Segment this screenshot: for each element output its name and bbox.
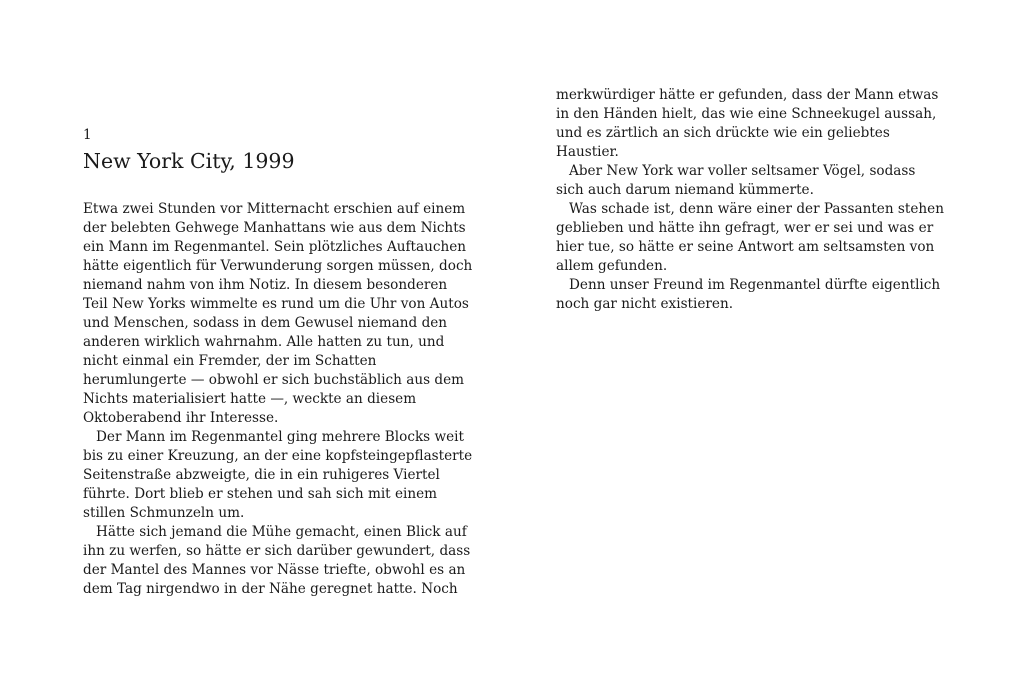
text-line: ihn zu werfen, so hätte er sich darüber gewundert, dass [83, 543, 471, 559]
text-line: Denn unser Freund im Regenmantel dürfte eigentlich [569, 277, 941, 293]
text-line: in den Händen hielt, das wie eine Schneekugel aussah, [556, 106, 937, 122]
text-line: und es zärtlich an sich drückte wie ein geliebtes [556, 125, 890, 141]
text-line: herumlungerte — obwohl er sich buchstäblich aus dem [83, 372, 465, 388]
left-page-body [83, 200, 483, 599]
text-line: stillen Schmunzeln um. [83, 505, 245, 521]
chapter-number: 1 [83, 127, 92, 143]
text-line: der Mantel des Mannes vor Nässe triefte, obwohl es an [83, 562, 466, 578]
text-line: Seitenstraße abzweigte, die in ein ruhigeres Viertel [83, 467, 440, 483]
text-line: Was schade ist, denn wäre einer der Passanten stehen [569, 201, 944, 217]
text-line: anderen wirklich wahrnahm. Alle hatten zu tun, und [83, 334, 445, 350]
chapter-title: New York City, 1999 [83, 149, 295, 173]
text-line: dem Tag nirgendwo in der Nähe geregnet hatte. Noch [83, 581, 458, 597]
text-line: nicht einmal ein Fremder, der im Schatten [83, 353, 377, 369]
text-line: und Menschen, sodass in dem Gewusel niemand den [83, 315, 448, 331]
text-line: allem gefunden. [556, 258, 668, 274]
text-line: hätte eigentlich für Verwunderung sorgen müssen, doch [83, 258, 473, 274]
text-line: niemand nahm von ihm Notiz. In diesem besonderen [83, 277, 448, 293]
text-line: sich auch darum niemand kümmerte. [556, 182, 814, 198]
text-line: führte. Dort blieb er stehen und sah sich mit einem [83, 486, 438, 502]
text-line: Haustier. [556, 144, 619, 160]
text-line: hier tue, so hätte er seine Antwort am seltsamsten von [556, 239, 935, 255]
text-line: ein Mann im Regenmantel. Sein plötzliches Auftauchen [83, 239, 467, 255]
text-line: bis zu einer Kreuzung, an der eine kopfsteingepflasterte [83, 448, 473, 464]
text-line: merkwürdiger hätte er gefunden, dass der Mann etwas [556, 87, 939, 103]
text-line: Aber New York war voller seltsamer Vögel, sodass [569, 163, 916, 179]
text-line: Der Mann im Regenmantel ging mehrere Blocks weit [96, 429, 464, 445]
text-line: Etwa zwei Stunden vor Mitternacht erschien auf einem [83, 201, 466, 217]
text-line: Teil New Yorks wimmelte es rund um die Uhr von Autos [83, 296, 469, 312]
text-line: noch gar nicht existieren. [556, 296, 734, 312]
right-page-body [556, 86, 956, 314]
text-line: Nichts materialisiert hatte —, weckte an diesem [83, 391, 417, 407]
text-line: Hätte sich jemand die Mühe gemacht, einen Blick auf [96, 524, 467, 540]
text-line: geblieben und hätte ihn gefragt, wer er sei und was er [556, 220, 934, 236]
text-line: der belebten Gehwege Manhattans wie aus dem Nichts [83, 220, 466, 236]
text-line: Oktoberabend ihr Interesse. [83, 410, 279, 426]
